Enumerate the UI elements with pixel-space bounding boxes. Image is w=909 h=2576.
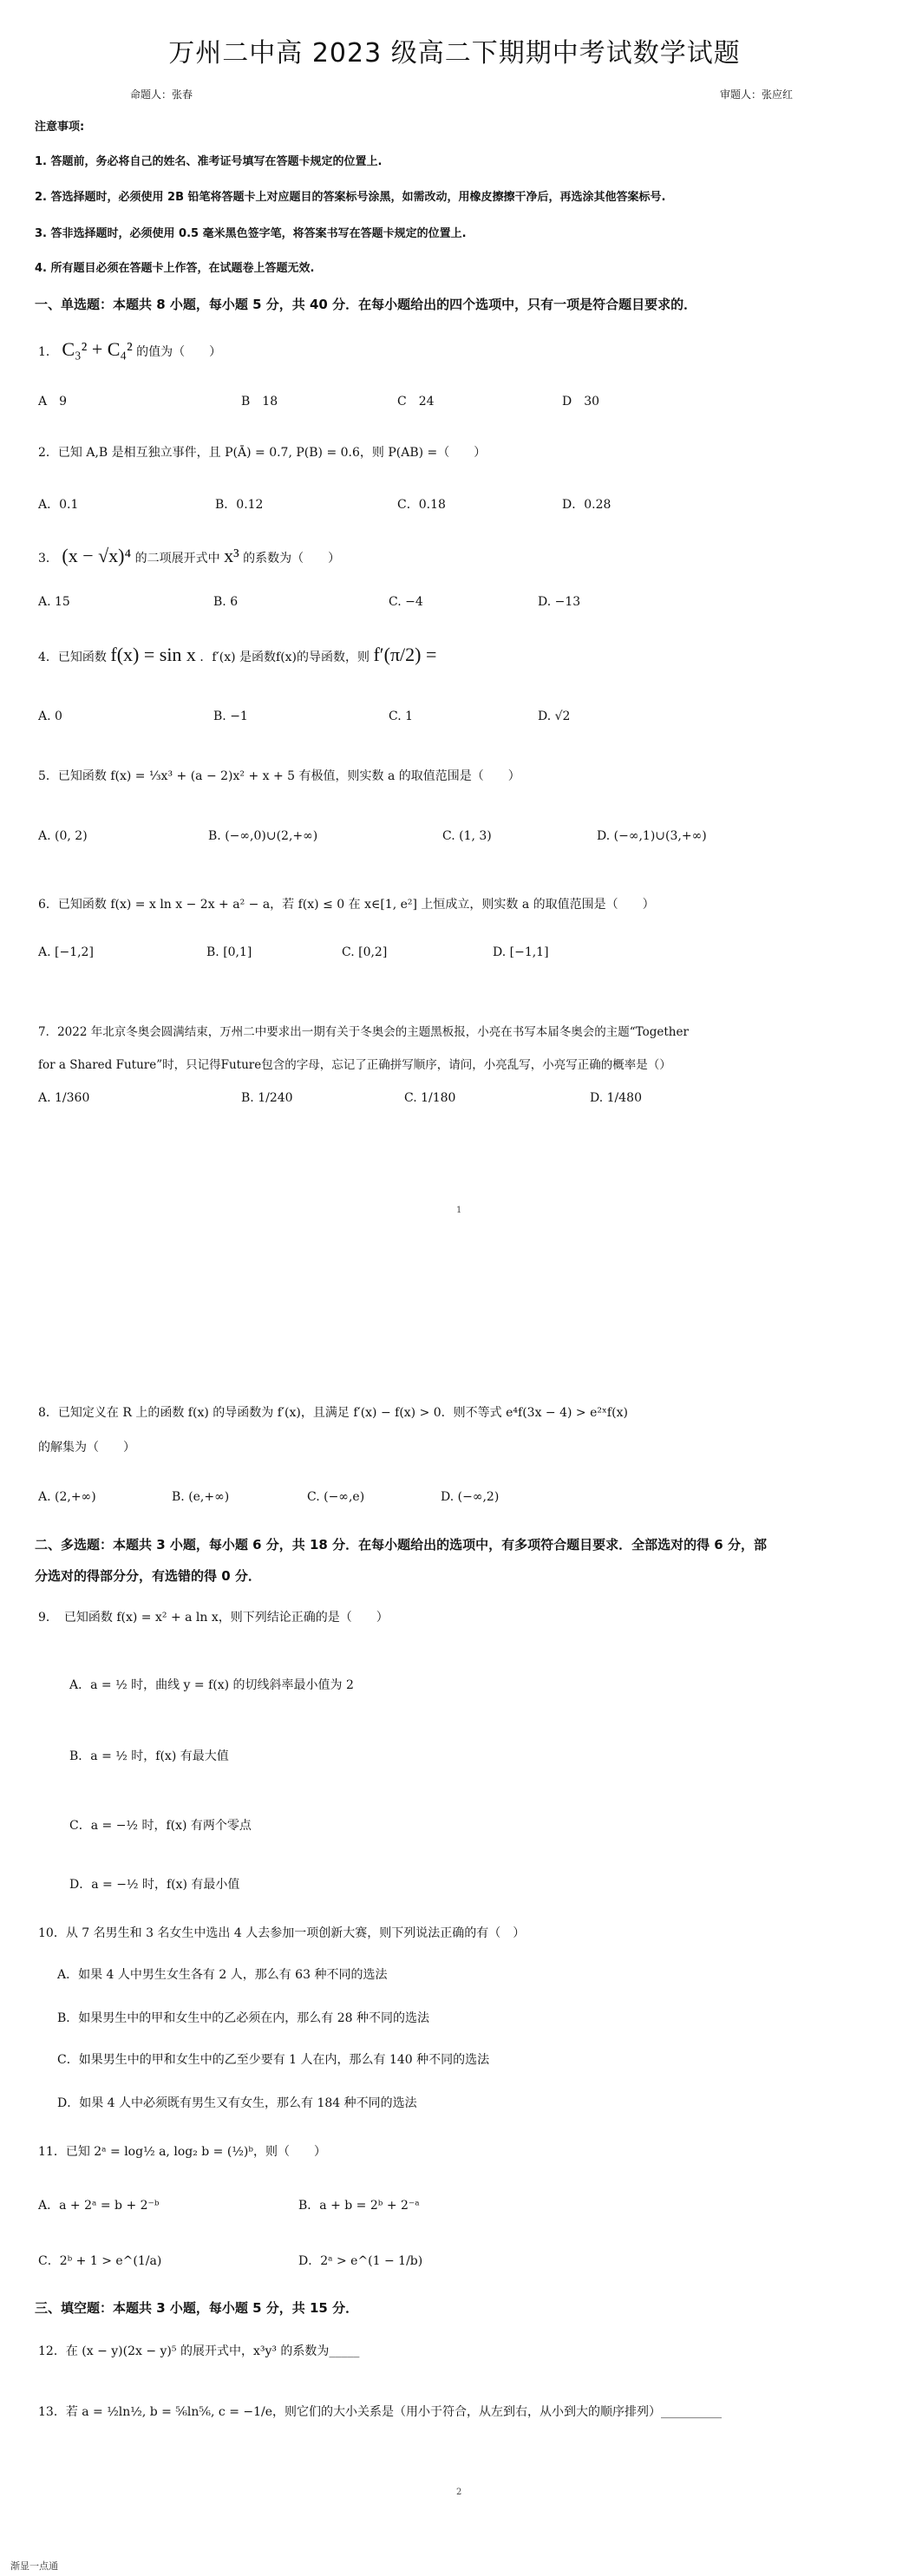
note-item: 4. 所有题目必须在答题卡上作答，在试题卷上答题无效. [35,262,315,275]
q4-option-d: D. √2 [538,709,571,723]
q5-option-b: B. (−∞,0)∪(2,+∞) [208,829,318,843]
q4-option-b: B. −1 [213,709,248,723]
q1-option-c: C 24 [397,395,435,409]
q6-option-b: B. [0,1] [206,945,252,959]
question-9: 9． 已知函数 f(x) = x² + a ln x，则下列结论正确的是（ ） [38,1611,389,1625]
q1-option-b: B 18 [241,395,278,409]
question-10: 10．从 7 名男生和 3 名女生中选出 4 人去参加一项创新大赛，则下列说法正确的有（ ） [38,1926,526,1940]
q4-expression-2: f′(π/2) = [373,644,437,665]
q3-term: x³ [224,545,239,566]
section-fill-in: 三、填空题：本题共 3 小题，每小题 5 分，共 15 分． [35,2300,359,2316]
question-12: 12．在 (x − y)(2x − y)⁵ 的展开式中，x³y³ 的系数为_____ [38,2344,360,2358]
q3-option-b: B. 6 [213,595,239,609]
q7-option-a: A. 1/360 [38,1091,90,1105]
q3-option-c: C. −4 [389,595,423,609]
q7-option-c: C. 1/180 [404,1091,456,1105]
q9-option-a: A．a = ½ 时，曲线 y = f(x) 的切线斜率最小值为 2 [69,1678,354,1692]
q11-option-c: C．2ᵇ + 1 > e^(1/a) [38,2254,162,2268]
question-7-line-2: for a Shared Future”时，只记得Future包含的字母，忘记了正确拼写顺序，请问，小亮乱写，小亮写正确的概率是（） [38,1058,671,1072]
q3-option-d: D. −13 [538,595,581,609]
exam-title: 万州二中高 2023 级高二下期期中考试数学试题 [168,38,741,69]
q4-expression: f(x) = sin x [110,644,196,665]
q9-option-b: B．a = ½ 时，f(x) 有最大值 [69,1749,229,1763]
page-number: 2 [456,2488,462,2497]
q7-option-d: D. 1/480 [590,1091,642,1105]
q1-option-a: A 9 [38,395,68,409]
question-8-line-1: 8．已知定义在 R 上的函数 f(x) 的导函数为 f′(x)，且满足 f′(x) − f(x) > 0．则不等式 e⁴f(3x − 4) > e²ˣf(x) [38,1406,628,1420]
section-multi-choice-line-2: 分选对的得部分分，有选错的得 0 分． [35,1568,261,1584]
q8-option-c: C. (−∞,e) [307,1490,365,1504]
q1-expression: C₃² + C₄² [62,338,133,360]
q9-option-d: D．a = −½ 时，f(x) 有最小值 [69,1878,240,1892]
question-4: 4．已知函数 f(x) = sin x ．f′(x) 是函数f(x)的导函数，则 f′(π/2) = [38,644,437,665]
q10-option-c: C．如果男生中的甲和女生中的乙至少要有 1 人在内，那么有 140 种不同的选法 [57,2053,490,2067]
q6-option-c: C. [0,2] [342,945,388,959]
q10-option-d: D．如果 4 人中必须既有男生又有女生，那么有 184 种不同的选法 [57,2096,417,2110]
q4-option-c: C. 1 [389,709,414,723]
question-13: 13．若 a = ½ln½, b = ⅚ln⅚, c = −1/e，则它们的大小关系是（用小于符合，从左到右，从小到大的顺序排列）__________ [38,2405,723,2419]
reviewer-line: 审题人：张应红 [720,88,794,101]
question-2: 2．已知 A,B 是相互独立事件，且 P(Ā) = 0.7, P(B) = 0.6，则 P(AB) =（ ） [38,446,487,460]
q10-option-b: B．如果男生中的甲和女生中的乙必须在内，那么有 28 种不同的选法 [57,2011,430,2025]
author-line: 命题人：张春 [130,88,193,101]
section-single-choice: 一、单选题：本题共 8 小题，每小题 5 分，共 40 分．在每小题给出的四个选项中，只有一项是符合题目要求的． [35,297,697,312]
note-item: 1. 答题前，务必将自己的姓名、准考证号填写在答题卡规定的位置上. [35,155,383,168]
question-8-line-2: 的解集为（ ） [38,1441,135,1455]
footer-watermark: 渐显一点通 [10,2560,58,2572]
question-3: 3． (x − √x)⁴ 的二项展开式中 x³ 的系数为（ ） [38,545,341,566]
q3-option-a: A. 15 [38,595,70,609]
q2-option-c: C．0.18 [397,498,446,512]
page-number: 1 [456,1206,462,1215]
q11-option-b: B．a + b = 2ᵇ + 2⁻ᵃ [298,2199,420,2213]
q9-option-c: C．a = −½ 时，f(x) 有两个零点 [69,1819,252,1833]
q10-option-a: A．如果 4 人中男生女生各有 2 人，那么有 63 种不同的选法 [57,1968,388,1982]
q8-option-a: A. (2,+∞) [38,1490,96,1504]
q5-option-c: C. (1, 3) [442,829,492,843]
q8-option-d: D. (−∞,2) [441,1490,500,1504]
question-11: 11．已知 2ᵃ = log½ a, log₂ b = (½)ᵇ，则（ ） [38,2145,326,2159]
q2-option-d: D．0.28 [562,498,611,512]
note-item: 2. 答选择题时，必须使用 2B 铅笔将答题卡上对应题目的答案标号涂黑，如需改动，用橡皮擦擦干净后，再选涂其他答案标号. [35,191,666,204]
question-7-line-1: 7．2022 年北京冬奥会圆满结束，万州二中要求出一期有关于冬奥会的主题黑板报，小亮在书写本届冬奥会的主题“Together [38,1025,689,1039]
q7-option-b: B. 1/240 [241,1091,293,1105]
q2-option-b: B．0.12 [215,498,264,512]
question-6: 6．已知函数 f(x) = x ln x − 2x + a² − a，若 f(x) ≤ 0 在 x∈[1, e²] 上恒成立，则实数 a 的取值范围是（ ） [38,898,655,912]
q2-option-a: A．0.1 [38,498,79,512]
section-multi-choice-line-1: 二、多选题：本题共 3 小题，每小题 6 分，共 18 分．在每小题给出的选项中，有多项符合题目要求．全部选对的得 6 分，部 [35,1537,767,1553]
q6-option-d: D. [−1,1] [493,945,549,959]
q3-expression: (x − √x)⁴ [62,545,132,566]
q11-option-d: D．2ᵃ > e^(1 − 1/b) [298,2254,423,2268]
q1-option-d: D 30 [562,395,600,409]
q11-option-a: A．a + 2ᵃ = b + 2⁻ᵇ [38,2199,160,2213]
note-item: 3. 答非选择题时，必须使用 0.5 毫米黑色签字笔，将答案书写在答题卡规定的位置上. [35,227,467,240]
question-5: 5．已知函数 f(x) = ⅓x³ + (a − 2)x² + x + 5 有极值，则实数 a 的取值范围是（ ） [38,769,520,783]
question-1: 1． C₃² + C₄² 的值为（ ） [38,338,222,360]
q5-option-d: D. (−∞,1)∪(3,+∞) [597,829,707,843]
q4-option-a: A. 0 [38,709,62,723]
q6-option-a: A. [−1,2] [38,945,94,959]
notes-heading: 注意事项: [35,121,85,134]
q5-option-a: A. (0, 2) [38,829,88,843]
q8-option-b: B. (e,+∞) [172,1490,230,1504]
